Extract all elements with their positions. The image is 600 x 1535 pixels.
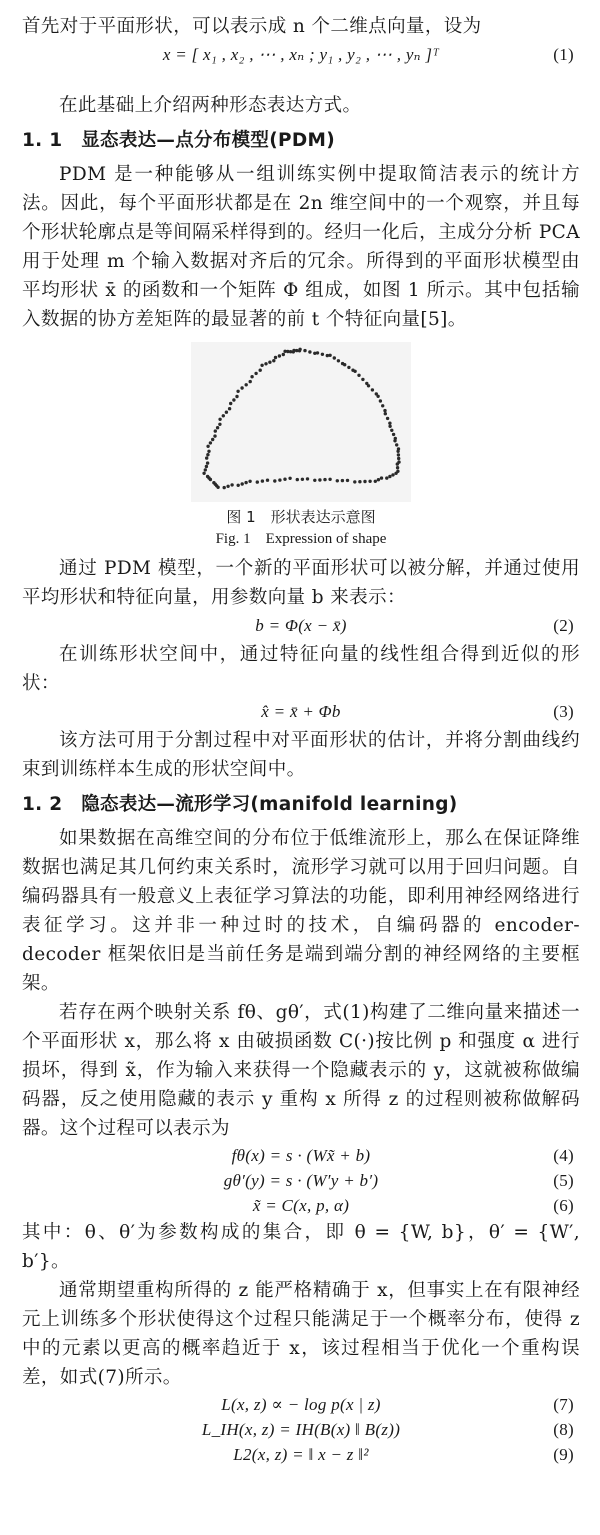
shape-point [230, 483, 233, 486]
shape-point [204, 468, 207, 471]
shape-point [388, 422, 391, 425]
equation-7-body: L(x, z) ∝ − log p(x | z) [221, 1395, 381, 1414]
shape-point [392, 433, 395, 436]
shape-point [328, 478, 331, 481]
shape-point [303, 349, 306, 352]
shape-point [205, 465, 208, 468]
shape-point [396, 466, 399, 469]
shape-point [232, 398, 235, 401]
equation-9 [22, 1442, 580, 1467]
shape-point [343, 363, 346, 366]
shape-point [313, 479, 316, 482]
shape-point [206, 461, 209, 464]
shape-point [260, 364, 263, 367]
shape-point [390, 429, 393, 432]
shape-point [261, 479, 264, 482]
shape-point [394, 472, 397, 475]
shape-point [235, 395, 238, 398]
shape-point [244, 481, 247, 484]
equation-3 [22, 698, 580, 726]
approx-paragraph: 在训练形状空间中，通过特征向量的线性组合得到近似的形状： [22, 644, 580, 694]
shape-point [321, 353, 324, 356]
decompose-paragraph: 通过 PDM 模型，一个新的平面形状可以被分解，并通过使用平均形状和特征向量，用参数向量 b 来表示： [22, 558, 580, 608]
shape-point [316, 351, 319, 354]
forms-paragraph: 在此基础上介绍两种形态表达方式。 [59, 95, 362, 116]
equation-4-body: fθ(x) = s · (Wx̃ + b) [231, 1146, 371, 1165]
shape-point [273, 479, 276, 482]
shape-point [207, 450, 210, 453]
shape-point [259, 369, 262, 372]
shape-point [393, 439, 396, 442]
shape-point [223, 486, 226, 489]
shape-point [256, 480, 259, 483]
mapping-paragraph: 若存在两个映射关系 fθ、gθ′，式(1)构建了二维向量来描述一个平面形状 x，那么将 x 由破损函数 C(·)按比例 p 和强度 α 进行损坏，得到 x̃，作为输入来获得一个隐藏表示的 y，这就被称做编码器，反之使用隐藏的表示 y 重构 x 所得 z 的过程则被称做解码器。这个过程可以表示为 [22, 1002, 580, 1139]
shape-point [376, 395, 379, 398]
shape-point [283, 478, 286, 481]
shape-point [397, 457, 400, 460]
shape-point [381, 404, 384, 407]
shape-point [211, 438, 214, 441]
shape-point [396, 462, 399, 465]
shape-point [388, 475, 391, 478]
equation-2-body: b = Φ(x − x̄) [255, 616, 347, 635]
shape-point [202, 472, 205, 475]
shape-point [236, 390, 239, 393]
shape-point [384, 412, 387, 415]
where-paragraph: 其中：θ、θ′为参数构成的集合，即 θ = {W, b}，θ′ = {W′, b′}。 [22, 1222, 580, 1272]
shape-point [237, 484, 240, 487]
shape-point [226, 485, 229, 488]
shape-point [391, 473, 394, 476]
shape-point [358, 480, 361, 483]
reconstruction-paragraph: 通常期望重构所得的 z 能严格精确于 x，但事实上在有限神经元上训练多个形状使得这个过程只能满足于一个概率分布，使得 z 中的元素以更高的概率趋近于 x，该过程相当于优化一个重构误差，如式(7)所示。 [22, 1280, 580, 1388]
shape-point [306, 477, 309, 480]
shape-point [301, 478, 304, 481]
equation-1-number: (1) [553, 45, 574, 64]
shape-point [308, 350, 311, 353]
equation-2-number: (2) [553, 616, 574, 635]
shape-point [397, 453, 400, 456]
shape-point [266, 479, 269, 482]
shape-point [209, 441, 212, 444]
shape-point [245, 383, 248, 386]
shape-point [206, 453, 209, 456]
shape-point [385, 476, 388, 479]
shape-point [353, 480, 356, 483]
shape-point [328, 354, 331, 357]
shape-point [216, 426, 219, 429]
shape-point [386, 417, 389, 420]
shape-point [214, 429, 217, 432]
shape-point [347, 366, 350, 369]
shape-point [383, 409, 386, 412]
pdm-paragraph: PDM 是一种能够从一组训练实例中提取简洁表示的统计方法。因此，每个平面形状都是在 2n 维空间中的一个观察，并且每个形状轮廓点是等间隔采样得到的。经归一化后，主成分分析 PCA 用于处理 m 个输入数据对齐后的冗余。所得到的平面形状模型由平均形状 x̄ 的函数和一个矩阵 Φ 组成，如图 1 所示。其中包括输入数据的协方差矩阵的最显著的前 t 个特征向量[5]。 [22, 164, 580, 330]
shape-point [371, 388, 374, 391]
section-1-2-heading: 1. 2 隐态表达—流形学习(manifold learning) [22, 794, 458, 815]
equation-7-number: (7) [553, 1395, 574, 1414]
equation-9-body: L2(x, z) = ‖ x − z ‖² [233, 1445, 369, 1464]
equation-4-number: (4) [553, 1146, 574, 1165]
intro-paragraph: 首先对于平面形状，可以表示成 n 个二维点向量，设为 [22, 16, 482, 37]
figure-1 [22, 342, 580, 550]
shape-point [336, 479, 339, 482]
shape-point [374, 480, 377, 483]
shape-point [341, 479, 344, 482]
segmentation-paragraph: 该方法可用于分割过程中对平面形状的估计，并将分割曲线约束到训练样本生成的形状空间中。 [22, 730, 580, 780]
shape-point [337, 359, 340, 362]
section-1-1-heading: 1. 1 显态表达—点分布模型(PDM) [22, 130, 335, 151]
equation-6-number: (6) [553, 1196, 574, 1215]
shape-point [218, 423, 221, 426]
shape-point [395, 443, 398, 446]
shape-point [357, 374, 360, 377]
shape-point [282, 353, 285, 356]
equation-5-number: (5) [553, 1171, 574, 1190]
equation-4 [22, 1143, 580, 1168]
shape-point [229, 402, 232, 405]
equation-9-number: (9) [553, 1445, 574, 1464]
shape-point [222, 414, 225, 417]
equation-6-body: x̃ = C(x, p, α) [252, 1196, 350, 1215]
equation-1-body: x = [ x₁ , x₂ , ⋯ , xₙ ; y₁ , y₂ , ⋯ , yₙ ]ᵀ [162, 45, 440, 64]
shape-point [396, 450, 399, 453]
shape-point [367, 384, 370, 387]
shape-point [296, 478, 299, 481]
shape-point [333, 356, 336, 359]
shape-point [278, 478, 281, 481]
equation-3-body: x̂ = x̄ + Φb [261, 702, 341, 721]
shape-point [206, 475, 209, 478]
shape-point [323, 478, 326, 481]
equation-8-number: (8) [553, 1420, 574, 1439]
shape-point [278, 354, 281, 357]
figure-background [191, 342, 411, 502]
shape-point [248, 480, 251, 483]
figure-caption-cn: 图 1 形状表达示意图 [226, 508, 376, 526]
equation-3-number: (3) [553, 702, 574, 721]
shape-point [368, 480, 371, 483]
shape-point [288, 477, 291, 480]
shape-point [240, 386, 243, 389]
shape-point [388, 425, 391, 428]
shape-point [272, 359, 275, 362]
equation-5 [22, 1168, 580, 1193]
shape-point [353, 370, 356, 373]
shape-point [318, 478, 321, 481]
shape-point [363, 480, 366, 483]
shape-point [264, 362, 267, 365]
shape-point [250, 375, 253, 378]
shape-point [361, 378, 364, 381]
shape-point [254, 372, 257, 375]
shape-point [346, 479, 349, 482]
shape-point [241, 482, 244, 485]
equation-1 [22, 41, 580, 69]
shape-point [228, 407, 231, 410]
figure-caption-en: Fig. 1 Expression of shape [215, 531, 387, 547]
equation-2 [22, 612, 580, 640]
manifold-paragraph: 如果数据在高维空间的分布位于低维流形上，那么在保证降维数据也满足其几何约束关系时，流形学习就可以用于回归问题。自编码器具有一般意义上表征学习算法的功能，即利用神经网络进行表征学习。这并非一种过时的技术，自编码器的 encoder-decoder 框架依旧是当前任务是端到端分割的神经网络的主要框架。 [22, 828, 580, 994]
shape-point [212, 481, 215, 484]
shape-point [213, 434, 216, 437]
shape-point [380, 476, 383, 479]
equation-8-body: L_IH(x, z) = IH(B(x) ‖ B(z)) [201, 1420, 401, 1439]
shape-point [205, 456, 208, 459]
shape-outline-figure [191, 342, 411, 502]
shape-point [268, 361, 271, 364]
shape-point [249, 380, 252, 383]
equation-7 [22, 1392, 580, 1417]
shape-point [377, 478, 380, 481]
shape-point [206, 445, 209, 448]
shape-point [274, 356, 277, 359]
shape-point [225, 411, 228, 414]
shape-point [298, 349, 301, 352]
shape-point [218, 418, 221, 421]
shape-point [379, 399, 382, 402]
equation-8 [22, 1417, 580, 1442]
equation-5-body: gθ′(y) = s · (W′y + b′) [223, 1171, 379, 1190]
equation-6 [22, 1193, 580, 1218]
